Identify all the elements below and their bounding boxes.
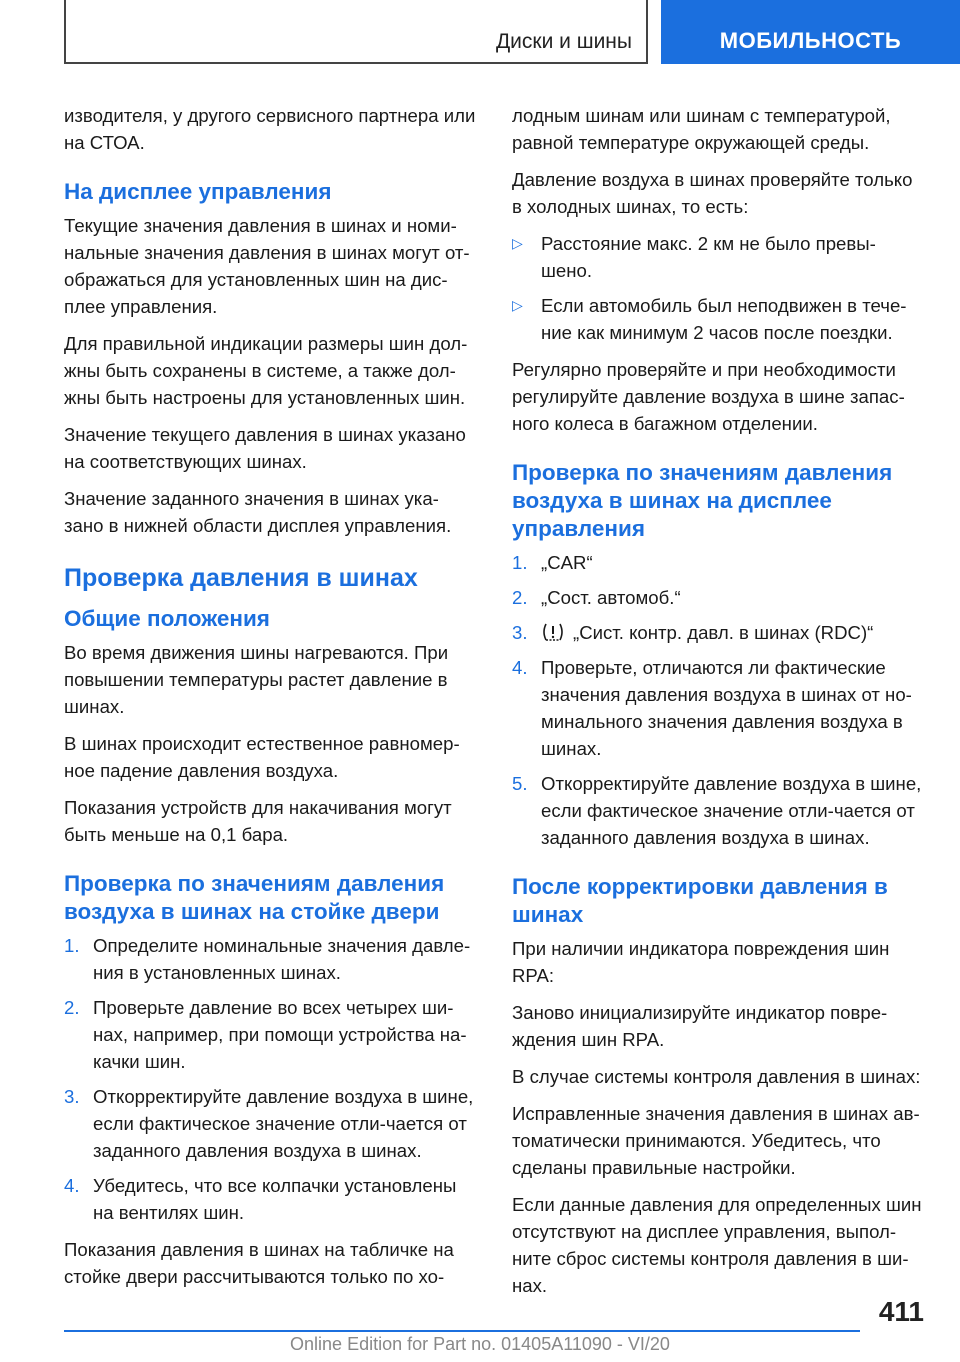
step-text: Проверьте, отличаются ли фактические значения давления воздуха в шинах от но-минального значения давления воздуха в шинах. bbox=[541, 657, 912, 759]
paragraph: В случае системы контроля давления в шинах: bbox=[512, 1066, 921, 1087]
step-number: 1. bbox=[512, 552, 528, 573]
heading-display-check: Проверка по значениям давления воздуха в шинах на дисплее управления bbox=[512, 460, 893, 541]
page-number: 411 bbox=[878, 1296, 924, 1327]
list-item bbox=[512, 230, 926, 284]
tire-pressure-warning-icon bbox=[541, 622, 565, 642]
list-item bbox=[64, 1172, 476, 1226]
footer-edition: Online Edition for Part no. 01405A11090 - VI/20 bbox=[290, 1334, 670, 1354]
paragraph: Показания давления в шинах на табличке на стойке двери рассчитываются только по хо- bbox=[64, 1239, 454, 1287]
list-item bbox=[64, 1083, 476, 1164]
step-number: 1. bbox=[64, 935, 80, 956]
paragraph: Заново инициализируйте индикатор повре-ждения шин RPA. bbox=[512, 1002, 888, 1050]
header-section-title: Диски и шины bbox=[495, 30, 632, 53]
paragraph: лодным шинам или шинам с температурой, равной температуре окружающей среды. bbox=[512, 105, 891, 153]
step-text: „Сост. автомоб.“ bbox=[541, 587, 681, 608]
bullet-triangle-icon: ▷ bbox=[512, 297, 523, 313]
step-text: Проверьте давление во всех четырех ши-нах, например, при помощи устройства на-качки шин. bbox=[93, 997, 467, 1072]
bullet-text: Расстояние макс. 2 км не было превы-шено. bbox=[541, 233, 876, 281]
right-column bbox=[512, 102, 926, 1309]
footer-divider bbox=[64, 1330, 860, 1332]
cold-tire-conditions bbox=[512, 230, 926, 346]
heading-on-display: На дисплее управления bbox=[64, 179, 332, 204]
bullet-triangle-icon: ▷ bbox=[512, 235, 523, 251]
paragraph: При наличии индикатора повреждения шин RPA: bbox=[512, 938, 890, 986]
step-number: 2. bbox=[512, 587, 528, 608]
bullet-text: Если автомобиль был неподвижен в тече-ние как минимум 2 часов после поездки. bbox=[541, 295, 907, 343]
paragraph: изводителя, у другого сервисного партнера или на СТОА. bbox=[64, 105, 476, 153]
paragraph: Если данные давления для определенных шин отсутствуют на дисплее управления, выпол-ните сброс системы контроля давления в ши-нах. bbox=[512, 1194, 922, 1296]
heading-tire-pressure-check: Проверка давления в шинах bbox=[64, 564, 418, 592]
heading-general: Общие положения bbox=[64, 606, 270, 631]
list-item bbox=[512, 292, 926, 346]
step-number: 3. bbox=[64, 1086, 80, 1107]
header-chapter-title: МОБИЛЬНОСТЬ bbox=[719, 28, 902, 53]
paragraph: Во время движения шины нагреваются. При повышении температуры растет давление в шинах. bbox=[64, 642, 449, 717]
step-text: „CAR“ bbox=[541, 552, 593, 573]
step-text: Откорректируйте давление воздуха в шине, если фактическое значение отли-чается от заданного давления воздуха в шинах. bbox=[541, 773, 922, 848]
display-check-steps bbox=[512, 549, 926, 851]
paragraph: Значение текущего давления в шинах указано на соответствующих шинах. bbox=[64, 424, 466, 472]
step-number: 4. bbox=[512, 657, 528, 678]
paragraph: Исправленные значения давления в шинах ав-томатически принимаются. Убедитесь, что сделаны правильные настройки. bbox=[512, 1103, 920, 1178]
step-number: 2. bbox=[64, 997, 80, 1018]
left-column bbox=[64, 102, 476, 1300]
heading-after-correction: После корректировки давления в шинах bbox=[512, 874, 888, 927]
list-item bbox=[512, 549, 926, 576]
step-text: Определите номинальные значения давле-ния в установленных шинах. bbox=[93, 935, 471, 983]
paragraph: В шинах происходит естественное равномер-ное падение давления воздуха. bbox=[64, 733, 460, 781]
header-section-box bbox=[64, 0, 648, 64]
heading-door-pillar-check: Проверка по значениям давления воздуха в шинах на стойке двери bbox=[64, 871, 445, 924]
step-text: „Сист. контр. давл. в шинах (RDC)“ bbox=[573, 622, 874, 643]
step-text: Откорректируйте давление воздуха в шине, если фактическое значение отли-чается от заданного давления воздуха в шинах. bbox=[93, 1086, 474, 1161]
list-item bbox=[512, 770, 926, 851]
paragraph: Текущие значения давления в шинах и номи-нальные значения давления в шинах могут от-ображаться для установленных шин на дис-плее управления. bbox=[64, 215, 470, 317]
step-text: Убедитесь, что все колпачки установлены на вентилях шин. bbox=[93, 1175, 457, 1223]
header-chapter-tab bbox=[661, 0, 960, 64]
step-number: 5. bbox=[512, 773, 528, 794]
list-item bbox=[512, 584, 926, 611]
paragraph: Регулярно проверяйте и при необходимости регулируйте давление воздуха в шине запас-ного колеса в багажном отделении. bbox=[512, 359, 905, 434]
paragraph: Давление воздуха в шинах проверяйте только в холодных шинах, то есть: bbox=[512, 169, 913, 217]
paragraph: Значение заданного значения в шинах ука-зано в нижней области дисплея управления. bbox=[64, 488, 452, 536]
list-item bbox=[64, 932, 476, 986]
step-number: 4. bbox=[64, 1175, 80, 1196]
list-item bbox=[512, 654, 926, 762]
paragraph: Показания устройств для накачивания могут быть меньше на 0,1 бара. bbox=[64, 797, 452, 845]
step-number: 3. bbox=[512, 622, 528, 643]
door-check-steps bbox=[64, 932, 476, 1226]
list-item bbox=[512, 619, 926, 646]
paragraph: Для правильной индикации размеры шин дол-жны быть сохранены в системе, а также дол-жны быть настроены для установленных шин. bbox=[64, 333, 468, 408]
list-item bbox=[64, 994, 476, 1075]
